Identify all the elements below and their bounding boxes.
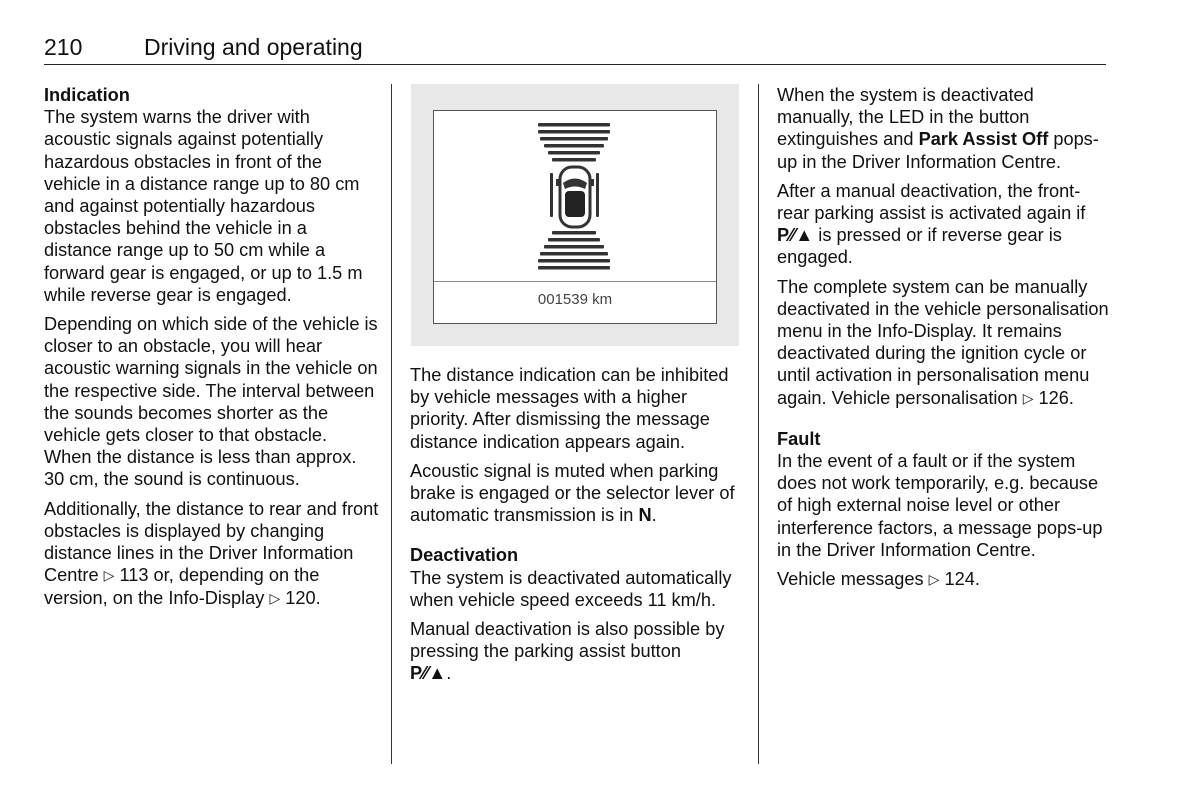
paragraph (777, 84, 1112, 173)
paragraph: The system warns the driver with acoustic signals against potentially hazardous obstacles in front of the vehicle in a distance range up to 80 cm and against potentially hazardous obstacles behind the vehicle in a distance range up to 50 cm while a forward gear is engaged, or up to 1.5 m while reverse gear is engaged. (44, 107, 363, 305)
text-run: The complete system can be manually deactivated in the vehicle personalisation menu in the Info-Display. It remains deactivated during the ignition cycle or until activation in personalisation menu again. Vehicle personalisation (777, 276, 1109, 408)
page-reference-icon: ▷ (269, 590, 281, 607)
park-assist-button-icon: P⁄⁄▲ (777, 225, 814, 246)
page-reference-link[interactable]: 120 (285, 588, 316, 609)
text-run: Acoustic signal is muted when parking brake is engaged or the selector lever of automatic transmission is in (410, 460, 735, 526)
text-run: . (651, 505, 657, 526)
bold-text: Park Assist Off (918, 129, 1049, 150)
column-3 (777, 84, 1112, 598)
text-run: . (974, 569, 980, 590)
odometer-reading: 001539 km (537, 291, 613, 308)
paragraph (777, 276, 1112, 410)
paragraph (777, 568, 1112, 591)
page-header (44, 34, 1106, 65)
paragraph: The distance indication can be inhibited by vehicle messages with a higher priority. After dismissing the message distance indication appears again. (410, 365, 729, 452)
park-assist-button-icon: P⁄⁄▲ (410, 663, 447, 684)
page-reference-icon: ▷ (103, 567, 115, 584)
paragraph (410, 460, 745, 527)
page-reference-icon: ▷ (1022, 389, 1034, 406)
text-run: or, depending on the version, on the Info-Display (44, 565, 320, 609)
bold-text: N (638, 505, 652, 526)
paragraph (410, 618, 745, 685)
paragraph: In the event of a fault or if the system does not work temporarily, e.g. because of high external noise level or other interference factors, a message pops-up in the Driver Information Centre. (777, 451, 1103, 560)
page-reference-link[interactable]: 124 (944, 569, 975, 590)
column-divider (758, 84, 759, 764)
text-run: When the system is deactivated manually, the LED in the button extinguishes and (777, 85, 1034, 150)
paragraph: Depending on which side of the vehicle is closer to an obstacle, you will hear acoustic warning signals in the vehicle on the respective side. The interval between the sounds becomes shorter as the vehicle gets closer to that obstacle. When the distance is less than approx. 30 cm, the sound is continuous. (44, 314, 378, 490)
section-heading-deactivation: Deactivation (410, 545, 519, 566)
chapter-title: Driving and operating (144, 34, 363, 60)
page-reference-icon: ▷ (928, 571, 940, 588)
section-heading-indication: Indication (44, 85, 130, 105)
text-run: Manual deactivation is also possible by pressing the parking assist button (410, 619, 725, 662)
text-run: is pressed or if reverse gear is engaged. (777, 225, 1062, 268)
section-heading-fault: Fault (777, 428, 821, 449)
text-run: Vehicle messages (777, 569, 929, 590)
parking-display-figure (411, 84, 739, 346)
text-run: . (1068, 387, 1074, 408)
text-run: . (315, 588, 321, 609)
column-2 (410, 364, 745, 692)
column-1 (44, 84, 379, 618)
page-number: 210 (44, 34, 83, 60)
page-reference-link[interactable]: 113 (119, 565, 149, 586)
page-reference-link[interactable]: 126 (1038, 387, 1069, 408)
paragraph (44, 498, 379, 611)
text-run: . (446, 663, 452, 684)
column-divider (391, 84, 392, 764)
text-run: After a manual deactivation, the front-rear parking assist is activated again if (777, 180, 1086, 224)
display-divider (434, 281, 716, 282)
paragraph: The system is deactivated automatically when vehicle speed exceeds 11 km/h. (410, 567, 732, 610)
display-screen (433, 110, 717, 324)
text-run: pops-up in the Driver Information Centre. (777, 129, 1099, 172)
paragraph (777, 180, 1112, 269)
text-run: Additionally, the distance to rear and front obstacles is displayed by changing distance lines in the Driver Information Centre (44, 498, 379, 586)
distance-lines-graphic (434, 111, 716, 281)
